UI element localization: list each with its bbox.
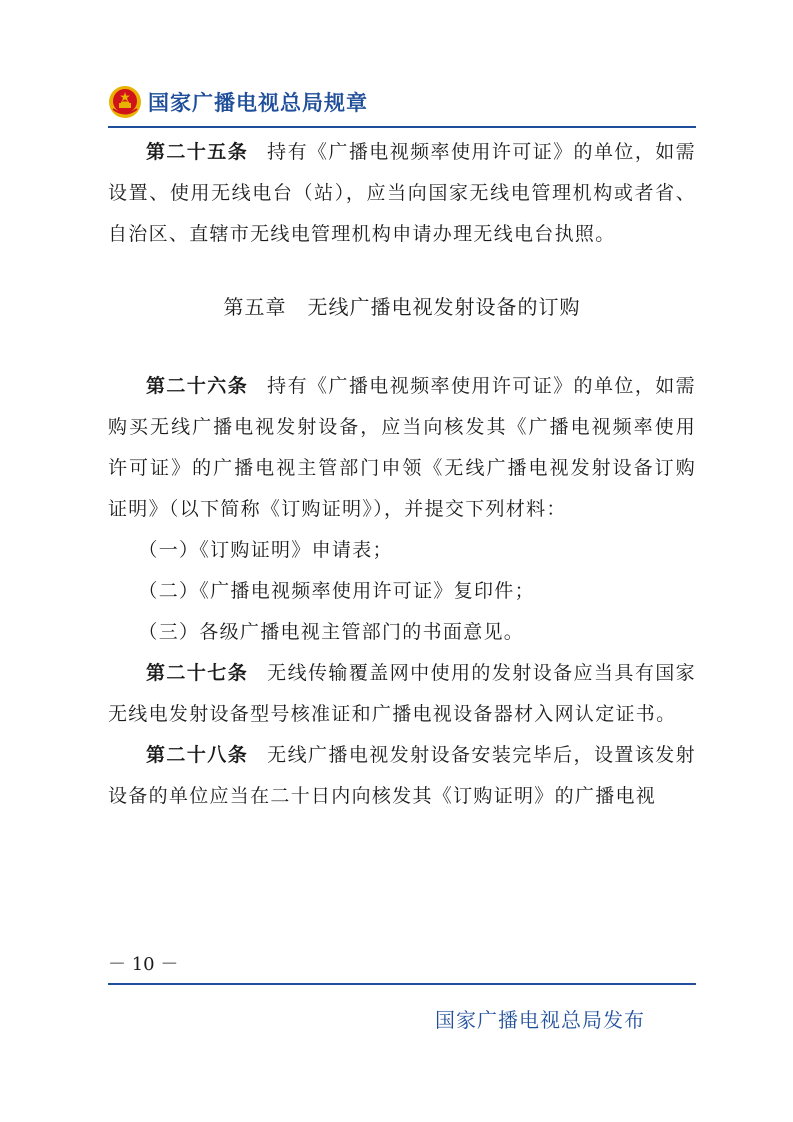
article-28	[108, 735, 696, 817]
article-number: 第二十六条	[146, 375, 249, 397]
article-number: 第二十五条	[146, 141, 249, 163]
national-emblem-icon	[108, 85, 142, 119]
header-title: 国家广播电视总局规章	[148, 91, 368, 115]
chapter-heading: 第五章 无线广播电视发射设备的订购	[223, 295, 581, 319]
article-27	[108, 653, 696, 735]
article-25	[108, 132, 696, 255]
list-item: （三）各级广播电视主管部门的书面意见。	[138, 621, 525, 643]
article-text: 无线广播电视发射设备安装完毕后，设置该发射设备的单位应当在二十日内向核发其《订购证明》的广播电视	[108, 744, 696, 807]
article-number: 第二十八条	[146, 744, 249, 766]
header-divider	[108, 126, 696, 128]
list-item: （一）《订购证明》申请表；	[138, 539, 393, 561]
footer-divider	[108, 983, 696, 985]
article-text: 持有《广播电视频率使用许可证》的单位，如需设置、使用无线电台（站），应当向国家无线电管理机构或者省、自治区、直辖市无线电管理机构申请办理无线电台执照。	[108, 141, 696, 245]
page-number: － 10 －	[108, 954, 179, 975]
page-header	[108, 84, 368, 120]
article-number: 第二十七条	[146, 662, 249, 684]
footer-publisher: 国家广播电视总局发布	[435, 1008, 645, 1032]
article-text: 无线传输覆盖网中使用的发射设备应当具有国家无线电发射设备型号核准证和广播电视设备器材入网认定证书。	[108, 662, 696, 725]
list-item: （二）《广播电视频率使用许可证》复印件；	[138, 580, 535, 602]
article-text: 持有《广播电视频率使用许可证》的单位，如需购买无线广播电视发射设备，应当向核发其《广播电视频率使用许可证》的广播电视主管部门申领《无线广播电视发射设备订购证明》（以下简称《订购证明》），并提交下列材料：	[108, 375, 696, 520]
document-body	[108, 132, 696, 817]
article-26	[108, 366, 696, 530]
